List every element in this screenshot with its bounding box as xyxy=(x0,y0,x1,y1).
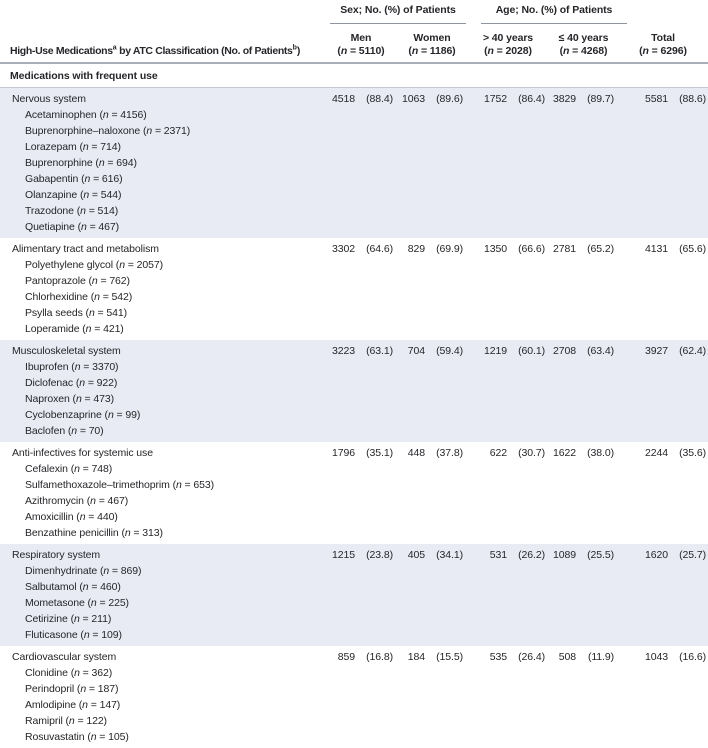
drug-label: Chlorhexidine (n = 542) xyxy=(25,291,133,303)
drug-row xyxy=(0,273,708,289)
stat-count: 4518 xyxy=(332,93,355,105)
drug-row xyxy=(0,665,708,681)
stat-cell-men xyxy=(325,93,397,105)
age-group-label: Age; No. (%) of Patients xyxy=(495,4,613,16)
drug-label: Cyclobenzaprine (n = 99) xyxy=(25,409,141,421)
drug-row xyxy=(0,595,708,611)
stat-percent: (16.6) xyxy=(679,651,706,663)
drug-label: Amlodipine (n = 147) xyxy=(25,699,121,711)
stat-count: 5581 xyxy=(645,93,668,105)
section-header xyxy=(0,64,708,87)
drug-row xyxy=(0,407,708,423)
drug-row xyxy=(0,713,708,729)
stat-percent: (26.2) xyxy=(518,549,545,561)
stat-count: 1796 xyxy=(332,447,355,459)
drug-label: Pantoprazole (n = 762) xyxy=(25,275,130,287)
stat-cell-women xyxy=(397,651,467,663)
stat-count: 1043 xyxy=(645,651,668,663)
drug-row xyxy=(0,391,708,407)
stat-cell-women xyxy=(397,243,467,255)
col-header-men-n: (n = 5110) xyxy=(337,45,385,57)
drug-label: Mometasone (n = 225) xyxy=(25,597,129,609)
col-header-women-n: (n = 1186) xyxy=(408,45,456,57)
stat-cell-over-40 xyxy=(467,93,549,105)
drug-row xyxy=(0,289,708,305)
drug-label: Cetirizine (n = 211) xyxy=(25,613,112,625)
section-header-label: Medications with frequent use xyxy=(10,69,158,82)
col-header-women-label: Women xyxy=(413,32,451,44)
stat-percent: (26.4) xyxy=(518,651,545,663)
col-header-over-40 xyxy=(467,24,549,62)
drug-row xyxy=(0,627,708,643)
stat-percent: (11.9) xyxy=(587,651,614,663)
drug-row xyxy=(0,305,708,321)
stat-cell-women xyxy=(397,345,467,357)
drug-label: Trazodone (n = 514) xyxy=(25,205,119,217)
stat-count: 3829 xyxy=(553,93,576,105)
col-header-under-40-label: ≤ 40 years xyxy=(558,32,609,44)
col-header-over-40-label: > 40 years xyxy=(482,32,534,44)
stat-percent: (16.8) xyxy=(366,651,393,663)
stat-count: 859 xyxy=(337,651,355,663)
stat-percent: (62.4) xyxy=(679,345,706,357)
drug-label: Gabapentin (n = 616) xyxy=(25,173,123,185)
stat-cell-over-40 xyxy=(467,345,549,357)
stat-cell-women xyxy=(397,447,467,459)
col-header-under-40-n: (n = 4268) xyxy=(559,45,608,57)
stat-percent: (35.6) xyxy=(679,447,706,459)
stat-percent: (86.4) xyxy=(518,93,545,105)
stat-percent: (66.6) xyxy=(518,243,545,255)
drug-label: Fluticasone (n = 109) xyxy=(25,629,122,641)
sex-group-header xyxy=(330,0,466,24)
drug-label: Naproxen (n = 473) xyxy=(25,393,114,405)
category-block xyxy=(0,340,708,442)
table-body xyxy=(0,88,708,748)
drug-row xyxy=(0,171,708,187)
drug-label: Buprenorphine (n = 694) xyxy=(25,157,137,169)
stat-count: 184 xyxy=(407,651,425,663)
stat-count: 508 xyxy=(558,651,576,663)
stat-percent: (23.8) xyxy=(366,549,393,561)
stat-cell-men xyxy=(325,243,397,255)
drug-label: Baclofen (n = 70) xyxy=(25,425,104,437)
stat-cell-total xyxy=(618,243,708,255)
drug-row xyxy=(0,219,708,235)
category-name: Anti-infectives for systemic use xyxy=(12,447,153,459)
drug-label: Ramipril (n = 122) xyxy=(25,715,107,727)
drug-row xyxy=(0,525,708,541)
drug-label: Quetiapine (n = 467) xyxy=(25,221,120,233)
footnote-marker-a: a xyxy=(112,44,117,52)
drug-row xyxy=(0,611,708,627)
stat-percent: (60.1) xyxy=(518,345,545,357)
drug-row xyxy=(0,697,708,713)
drug-label: Azithromycin (n = 467) xyxy=(25,495,129,507)
stat-count: 1215 xyxy=(332,549,355,561)
stat-percent: (25.7) xyxy=(679,549,706,561)
drug-row xyxy=(0,729,708,745)
stat-count: 3302 xyxy=(332,243,355,255)
stat-cell-under-40 xyxy=(549,93,618,105)
category-block xyxy=(0,238,708,340)
category-block xyxy=(0,544,708,646)
drug-label: Salbutamol (n = 460) xyxy=(25,581,121,593)
stat-cell-total xyxy=(618,651,708,663)
drug-row xyxy=(0,563,708,579)
category-name: Cardiovascular system xyxy=(12,651,117,663)
stat-count: 2708 xyxy=(553,345,576,357)
row-label-title-mid: by ATC Classification (No. of Patients xyxy=(116,45,293,57)
stat-percent: (15.5) xyxy=(436,651,463,663)
stat-cell-men xyxy=(325,447,397,459)
table-column-header-row xyxy=(0,24,708,62)
stat-count: 2781 xyxy=(553,243,576,255)
stat-cell-men xyxy=(325,345,397,357)
col-header-men xyxy=(325,24,397,62)
stat-cell-men xyxy=(325,651,397,663)
drug-label: Olanzapine (n = 544) xyxy=(25,189,122,201)
stat-count: 3927 xyxy=(645,345,668,357)
drug-row xyxy=(0,375,708,391)
drug-row xyxy=(0,579,708,595)
stat-cell-under-40 xyxy=(549,447,618,459)
stat-count: 1063 xyxy=(402,93,425,105)
row-label-title-end: ) xyxy=(296,45,300,57)
category-row xyxy=(0,547,708,563)
stat-percent: (34.1) xyxy=(436,549,463,561)
category-block xyxy=(0,646,708,748)
row-label-column-header xyxy=(0,45,325,62)
drug-row xyxy=(0,139,708,155)
stat-percent: (59.4) xyxy=(436,345,463,357)
category-row xyxy=(0,241,708,257)
stat-cell-total xyxy=(618,345,708,357)
stat-percent: (25.5) xyxy=(587,549,614,561)
drug-label: Ibuprofen (n = 3370) xyxy=(25,361,119,373)
drug-label: Sulfamethoxazole–trimethoprim (n = 653) xyxy=(25,479,215,491)
stat-count: 1089 xyxy=(553,549,576,561)
stat-cell-women xyxy=(397,93,467,105)
drug-label: Lorazepam (n = 714) xyxy=(25,141,121,153)
stat-count: 3223 xyxy=(332,345,355,357)
category-block xyxy=(0,88,708,238)
stat-cell-men xyxy=(325,549,397,561)
drug-row xyxy=(0,257,708,273)
col-header-total xyxy=(618,24,708,62)
stat-percent: (63.1) xyxy=(366,345,393,357)
stat-percent: (89.7) xyxy=(587,93,614,105)
stat-cell-total xyxy=(618,549,708,561)
stat-count: 622 xyxy=(489,447,507,459)
stat-percent: (30.7) xyxy=(518,447,545,459)
stat-percent: (69.9) xyxy=(436,243,463,255)
drug-row xyxy=(0,423,708,439)
drug-label: Rosuvastatin (n = 105) xyxy=(25,731,129,743)
drug-row xyxy=(0,493,708,509)
stat-cell-over-40 xyxy=(467,447,549,459)
stat-count: 704 xyxy=(407,345,425,357)
stat-percent: (65.2) xyxy=(587,243,614,255)
drug-label: Buprenorphine–naloxone (n = 2371) xyxy=(25,125,191,137)
drug-row xyxy=(0,477,708,493)
stat-cell-total xyxy=(618,447,708,459)
category-name: Nervous system xyxy=(12,93,86,105)
stat-count: 1620 xyxy=(645,549,668,561)
stat-count: 448 xyxy=(407,447,425,459)
drug-label: Psylla seeds (n = 541) xyxy=(25,307,128,319)
stat-percent: (88.4) xyxy=(366,93,393,105)
stat-percent: (35.1) xyxy=(366,447,393,459)
stat-cell-under-40 xyxy=(549,243,618,255)
drug-row xyxy=(0,123,708,139)
category-row xyxy=(0,343,708,359)
stat-count: 1622 xyxy=(553,447,576,459)
row-label-title: High-Use Medications xyxy=(10,45,113,57)
age-group-header xyxy=(481,0,627,24)
drug-label: Cefalexin (n = 748) xyxy=(25,463,113,475)
col-header-women xyxy=(397,24,467,62)
stat-percent: (64.6) xyxy=(366,243,393,255)
category-row xyxy=(0,91,708,107)
stat-cell-over-40 xyxy=(467,243,549,255)
stat-cell-under-40 xyxy=(549,651,618,663)
drug-label: Clonidine (n = 362) xyxy=(25,667,113,679)
stat-count: 1752 xyxy=(484,93,507,105)
drug-label: Acetaminophen (n = 4156) xyxy=(25,109,147,121)
stat-count: 2244 xyxy=(645,447,668,459)
category-name: Respiratory system xyxy=(12,549,101,561)
drug-row xyxy=(0,681,708,697)
stat-cell-women xyxy=(397,549,467,561)
stat-percent: (88.6) xyxy=(679,93,706,105)
stat-count: 535 xyxy=(489,651,507,663)
stat-cell-over-40 xyxy=(467,651,549,663)
stat-cell-under-40 xyxy=(549,345,618,357)
sex-group-label: Sex; No. (%) of Patients xyxy=(340,4,456,16)
col-header-total-n: (n = 6296) xyxy=(639,45,687,57)
drug-label: Perindopril (n = 187) xyxy=(25,683,119,695)
stat-cell-under-40 xyxy=(549,549,618,561)
drug-row xyxy=(0,203,708,219)
drug-row xyxy=(0,509,708,525)
drug-row xyxy=(0,107,708,123)
drug-label: Polyethylene glycol (n = 2057) xyxy=(25,259,163,271)
stat-count: 829 xyxy=(407,243,425,255)
col-header-over-40-n: (n = 2028) xyxy=(484,45,532,57)
category-block xyxy=(0,442,708,544)
drug-label: Amoxicillin (n = 440) xyxy=(25,511,118,523)
category-name: Musculoskeletal system xyxy=(12,345,121,357)
stat-count: 4131 xyxy=(645,243,668,255)
stat-cell-over-40 xyxy=(467,549,549,561)
drug-label: Dimenhydrinate (n = 869) xyxy=(25,565,142,577)
footnote-marker-b: b xyxy=(292,44,297,52)
stat-percent: (65.6) xyxy=(679,243,706,255)
drug-label: Benzathine penicillin (n = 313) xyxy=(25,527,163,539)
stat-percent: (63.4) xyxy=(587,345,614,357)
col-header-men-label: Men xyxy=(350,32,372,44)
drug-label: Diclofenac (n = 922) xyxy=(25,377,118,389)
category-name: Alimentary tract and metabolism xyxy=(12,243,159,255)
drug-row xyxy=(0,155,708,171)
category-row xyxy=(0,649,708,665)
table-header-group-row xyxy=(0,0,708,24)
col-header-under-40 xyxy=(549,24,618,62)
stat-count: 531 xyxy=(489,549,507,561)
stat-percent: (38.0) xyxy=(587,447,614,459)
stat-percent: (89.6) xyxy=(436,93,463,105)
drug-row xyxy=(0,461,708,477)
category-row xyxy=(0,445,708,461)
stat-count: 1219 xyxy=(484,345,507,357)
header-spacer-right xyxy=(618,0,708,24)
stat-count: 405 xyxy=(407,549,425,561)
header-spacer-left xyxy=(0,0,325,24)
stat-cell-total xyxy=(618,93,708,105)
col-header-total-label: Total xyxy=(651,32,675,44)
stat-count: 1350 xyxy=(484,243,507,255)
drug-label: Loperamide (n = 421) xyxy=(25,323,124,335)
stat-percent: (37.8) xyxy=(436,447,463,459)
drug-row xyxy=(0,321,708,337)
drug-row xyxy=(0,187,708,203)
drug-row xyxy=(0,359,708,375)
